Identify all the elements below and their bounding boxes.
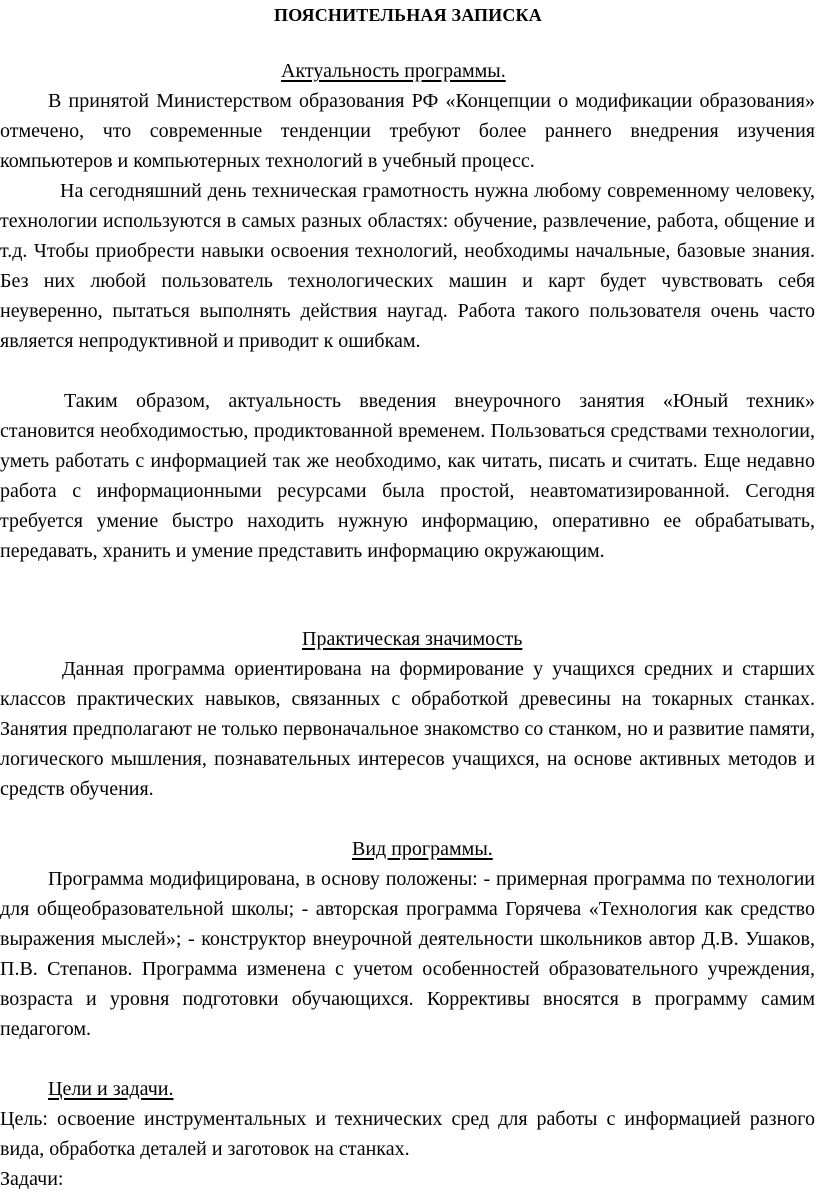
paragraph-practical-1: Данная программа ориентирована на формирование у учащихся средних и старших классов практических навыков, связанных с обработкой древесины на токарных станках. Занятия предполагают не только первоначальное знакомство со станком, но и развитие памяти, логического мышления, познавательных интересов учащихся, на основе активных методов и средств обучения. — [0, 658, 815, 800]
paragraph-type-1: Программа модифицирована, в основу положены: - примерная программа по технологии для общеобразовательной школы; - авторская программа Горячева «Технология как средство выражения мыслей»; - конструктор внеурочной деятельности школьников автор Д.В. Ушаков, П.В. Степанов. Программа изменена с учетом особенностей образовательного учреждения, возраста и уровня подготовки обучающихся. Коррективы вносятся в программу самим педагогом. — [0, 868, 815, 1040]
document-title: ПОЯСНИТЕЛЬНАЯ ЗАПИСКА — [274, 5, 542, 25]
goal-text: Цель: освоение инструментальных и технических сред для работы с информацией разного вида, обработка деталей и заготовок на станках. — [0, 1108, 815, 1160]
paragraph-relevance-1: В принятой Министерством образования РФ «Концепции о модификации образования» отмечено, что современные тенденции требуют более раннего внедрения изучения компьютеров и компьютерных технологий в учебный процесс. — [0, 90, 815, 172]
section-heading-goals: Цели и задачи. — [48, 1078, 174, 1100]
section-heading-type: Вид программы. — [352, 838, 493, 860]
section-heading-practical: Практическая значимость — [302, 628, 523, 650]
tasks-label: Задачи: — [0, 1168, 64, 1190]
section-heading-relevance: Актуальность программы. — [281, 60, 506, 82]
paragraph-relevance-3: Таким образом, актуальность введения внеурочного занятия «Юный техник» становится необходимостью, продиктованной временем. Пользоваться средствами технологии, уметь работать с информацией так же необходимо, как читать, писать и считать. Еще недавно работа с информационными ресурсами была простой, неавтоматизированной. Сегодня требуется умение быстро находить нужную информацию, оперативно ее обрабатывать, передавать, хранить и умение представить информацию окружающим. — [0, 390, 815, 562]
paragraph-relevance-2: На сегодняшний день техническая грамотность нужна любому современному человеку, технологии используются в самых разных областях: обучение, развлечение, работа, общение и т.д. Чтобы приобрести навыки освоения технологий, необходимы начальные, базовые знания. Без них любой пользователь технологических машин и карт будет чувствовать себя неуверенно, пытаться выполнять действия наугад. Работа такого пользователя очень часто является непродуктивной и приводит к ошибкам. — [0, 180, 815, 352]
